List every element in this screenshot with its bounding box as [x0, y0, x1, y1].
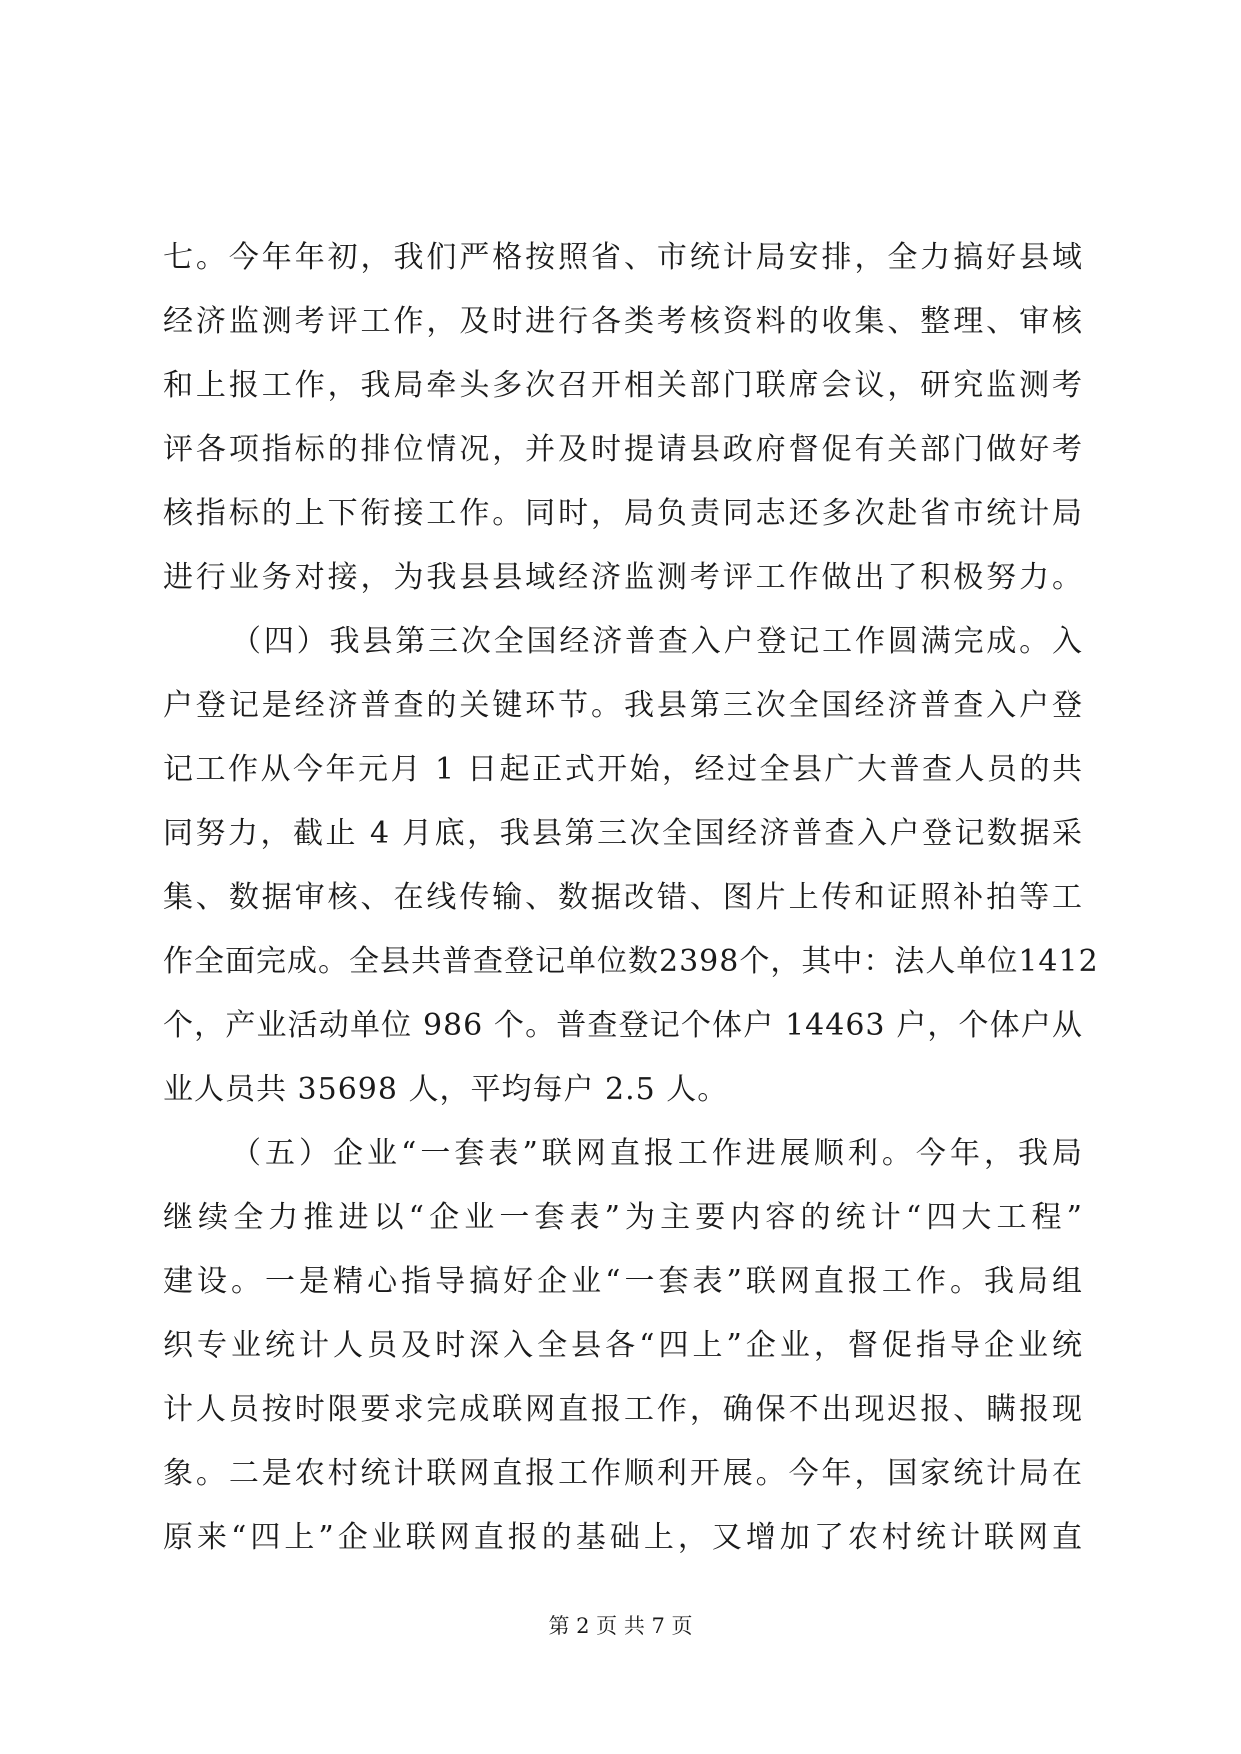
page-number-label: 第 2 页 共 7 页 [548, 1614, 693, 1638]
text-line: 和上报工作，我局牵头多次召开相关部门联席会议，研究监测考 [163, 368, 1083, 403]
text-line: 个，产业活动单位 986 个。普查登记个体户 14463 户，个体户从 [163, 1008, 1083, 1043]
text-line: 七。今年年初，我们严格按照省、市统计局安排，全力搞好县域 [163, 240, 1083, 275]
text-line: 业人员共 35698 人，平均每户 2.5 人。 [163, 1072, 729, 1107]
text-line: 计人员按时限要求完成联网直报工作，确保不出现迟报、瞒报现 [163, 1392, 1083, 1427]
text-line: 象。二是农村统计联网直报工作顺利开展。今年，国家统计局在 [163, 1456, 1083, 1491]
text-line: 织专业统计人员及时深入全县各“四上”企业，督促指导企业统 [163, 1328, 1083, 1363]
text-line: 继续全力推进以“企业一套表”为主要内容的统计“四大工程” [163, 1200, 1083, 1235]
text-line: 作全面完成。全县共普查登记单位数2398个，其中：法人单位1412 [163, 944, 1099, 979]
paragraph-heading-4: （四）我县第三次全国经济普查入户登记工作圆满完成。入 [231, 624, 1083, 659]
paragraph-heading-5: （五）企业“一套表”联网直报工作进展顺利。今年，我局 [231, 1136, 1083, 1171]
text-line: 核指标的上下衔接工作。同时，局负责同志还多次赴省市统计局 [163, 496, 1083, 531]
text-line: 户登记是经济普查的关键环节。我县第三次全国经济普查入户登 [163, 688, 1083, 723]
text-line: 建设。一是精心指导搞好企业“一套表”联网直报工作。我局组 [163, 1264, 1083, 1299]
text-line: 评各项指标的排位情况，并及时提请县政府督促有关部门做好考 [163, 432, 1083, 467]
text-line: 进行业务对接，为我县县域经济监测考评工作做出了积极努力。 [163, 560, 1083, 595]
body-text [163, 226, 1099, 1570]
text-line: 同努力，截止 4 月底，我县第三次全国经济普查入户登记数据采 [163, 816, 1083, 851]
text-line: 原来“四上”企业联网直报的基础上，又增加了农村统计联网直 [163, 1520, 1083, 1555]
page-footer [0, 1612, 1241, 1640]
text-line: 经济监测考评工作，及时进行各类考核资料的收集、整理、审核 [163, 304, 1083, 339]
text-line: 记工作从今年元月 1 日起正式开始，经过全县广大普查人员的共 [163, 752, 1083, 787]
text-line: 集、数据审核、在线传输、数据改错、图片上传和证照补拍等工 [163, 880, 1083, 915]
